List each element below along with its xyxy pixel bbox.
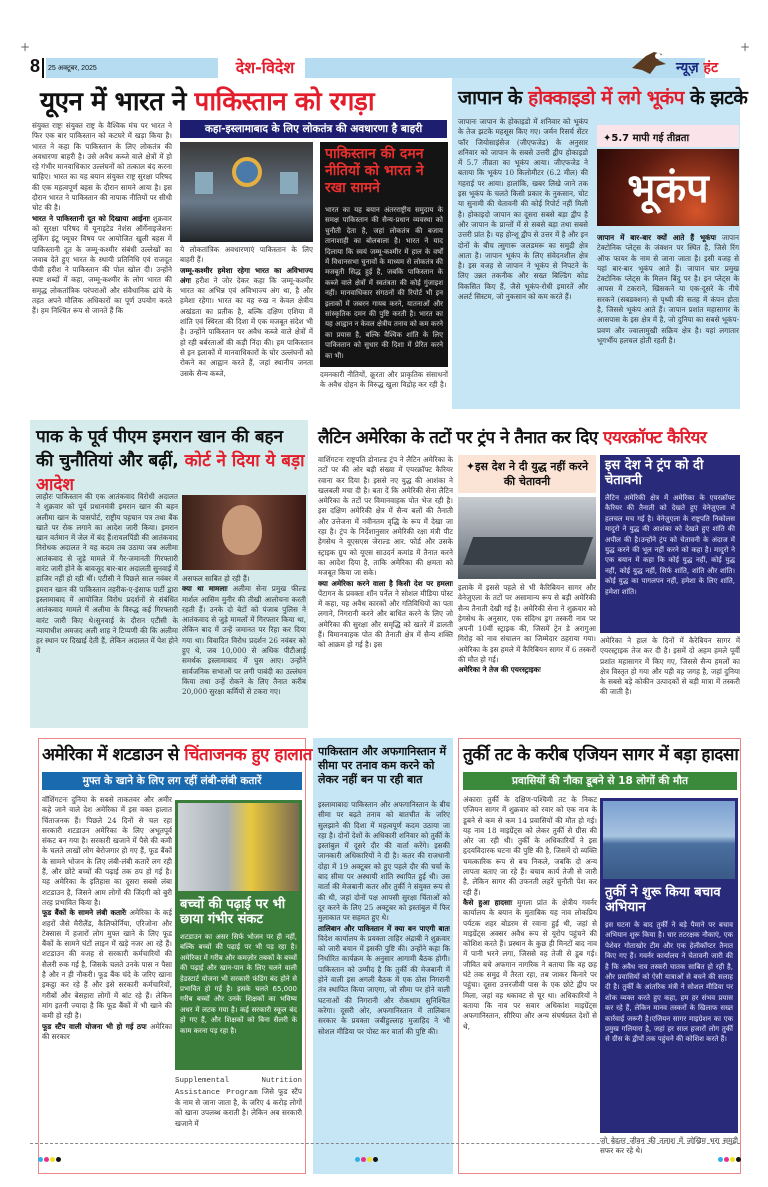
sidebar-box (320, 142, 448, 367)
divider (42, 58, 44, 78)
logo-text-accent: हंट (703, 60, 719, 76)
article-column: लाहौरः पाकिस्तान की एक आतंकवाद विरोधी अदालत ने शुक्रवार को पूर्व प्रधानमंत्री इमरान खान की बहन अलीमा खान के पासपोर्ट, राष्ट्रीय पहचान पत्र तथा बैंक खाते पर रोक लगाने का आदेश जारी किया। इमरान खान वर्तमान में जेल में बंद हैं।रावलपिंडी की आतंकवाद निरोधक अदालत ने यह कदम तब उठाया जब अलीमा आतंकवाद से जुड़े मामले में गैर-जमानती गिरफ्तारी वारंट जारी होने के बावजूद बार-बार अदालती सुनवाई में हाजिर नहीं हो रही थीं। एटीसी ने पिछले साल नवंबर में इमरान खान की पाकिस्तान तहरीक-ए-इंसाफ पार्टी द्वारा इस्लामाबाद में आयोजित विरोध प्रदर्शनों से संबंधित आतंकवाद मामले में अलीमा के विरुद्ध कई गिरफ्तारी वारंट जारी किए थे।सुनवाई के दौरान एटीसी के न्यायाधीश अमजद अली शाह ने टिप्पणी की कि अलीमा हर स्थान पर दिखाई देती हैं, लेकिन अदालत में पेश होने में (36, 492, 178, 656)
article-column: ये लोकतांत्रिक अवधारणाएं पाकिस्तान के लिए बाहरी हैं। जम्मू-कश्मीर हमेशा रहेगा भारत का अविभाज्य अंगः हरीश ने जोर देकर कहा कि जम्मू-कश्मीर भारत का अभिन्न एवं अविभाज्य अंग था, है और हमेशा रहेगा। भारत का यह रुख न केवल क्षेत्रीय अखंडता का प्रतीक है, बल्कि दक्षिण एशिया में शांति एवं स्थिरता की दिशा में एक मजबूत संदेश भी है। उन्होंने पाकिस्तान पर अवैध कब्जे वाले क्षेत्रों में हो रही बर्बरताओं की कड़ी निंदा की। हम पाकिस्तान से इन इलाकों में मानवाधिकारों के घोर उल्लंघनों को रोकने का आह्वान करते हैं, जहां स्थानीय जनता उसके सैन्य कब्जे, (180, 245, 313, 378)
color-registration-dots (718, 1147, 742, 1166)
coast-guard-photo (603, 801, 735, 879)
article-column: असफल साबित हो रही हैं। क्या था मामलाः अलीमा सेना प्रमुख फील्ड मार्शल आसिम मुनीर की तीखी आलोचना करती रहती हैं। उनके दो बेटों को पंजाब पुलिस ने आतंकवाद से जुड़े मामलों में गिरफ्तार किया था, लेकिन बाद में उन्हें जमानत पर रिहा कर दिया गया था। विवादित विरोध प्रदर्शन 26 नवंबर को हुए थे, जब 10,000 से अधिक पीटीआई समर्थक इस्लामाबाद में घुस आए। उन्होंने सार्वजनिक सभाओं पर लगी पाबंदी का उल्लंघन किया तथा उन्हें रोकने के लिए तैनात करीब 20,000 सुरक्षा कर्मियों से टकरा गए। (182, 574, 306, 697)
article-column: इस्लामाबादः पाकिस्तान और अफगानिस्तान के बीच सीमा पर बढ़ते तनाव को बातचीत के जरिए सुलझाने की दिशा में महत्वपूर्ण कदम उठाया जा रहा है। दोनों देशों के अधिकारी शनिवार को तुर्की के इस्तांबुल में दूसरे दौर की वार्ता करेंगे। इसकी जानकारी अधिकारियों ने दी है। कतर की राजधानी दोहा में 19 अक्टूबर को हुए पहले दौर की चर्चा के बाद सीमा पर अस्थायी शांति स्थापित हुई थी। उस वार्ता की मेजबानी कतर और तुर्की ने संयुक्त रूप से की थी, जहां दोनों पक्ष आपसी सुरक्षा चिंताओं को दूर करने के लिए 25 अक्टूबर को इस्तांबुल में फिर मुलाकात पर सहमत हुए थे। तालिबान और पाकिस्तान में क्या बन पाएगी बातः विदेश कार्यालय के प्रवक्ता ताहिर अंद्राबी ने शुक्रवार को जारी बयान में इसकी पुष्टि की। उन्होंने कहा कि निर्धारित कार्यक्रम के अनुसार आगामी बैठक होगी। पाकिस्तान को उम्मीद है कि तुर्की की मेजबानी में होने वाली इस अगली बैठक में एक ठोस निगरानी तंत्र स्थापित किया जाएगा, जो सीमा पर होने वाली घटनाओं की निगरानी और रोकथाम सुनिश्चित करेगा। दूसरी ओर, अफगानिस्तान में तालिबान सरकार के प्रवक्ता जबीहुल्लाह मुजाहिद ने भी सोशल मीडिया पर पोस्ट कर वार्ता की पुष्टि की। (318, 800, 450, 1036)
section-title: देश-विदेश (235, 58, 295, 77)
box-text: भारत का यह बयान अंतरराष्ट्रीय समुदाय के समक्ष पाकिस्तान की सैन्य-प्रधान व्यवस्था को चुनौती देता है, जहां लोकतंत्र की बजाय तानाशाही का बोलबाला है। भारत ने याद दिलाया कि स्वयं जम्मू-कश्मीर में हाल के वर्षों में विधानसभा चुनावों के माध्यम से लोकतंत्र की मजबूती सिद्ध हुई है, जबकि पाकिस्तान के कब्जे वाले क्षेत्रों में स्वतंत्रता की कोई गुंजाइश नहीं। मानवाधिकार संगठनों की रिपोर्ट भी इन इलाकों में जबरन गायब करने, यातनाओं और सांस्कृतिक दमन की पुष्टि करती है। भारत का यह आह्वान न केवल क्षेत्रीय तनाव को कम करने का प्रयास है, बल्कि वैश्विक शांति के लिए पाकिस्तान को सुधार की दिशा में प्रेरित करने का भी। (325, 206, 443, 360)
headline-latin-america-carriers: लैटिन अमेरिका के तटों पर ट्रंप ने तैनात कर दिए एयरक्रॉफ्ट कैरियर (318, 428, 707, 448)
headline-pak-afghan-border: पाकिस्तान और अफगानिस्तान में सीमा पर तनाव कम करने को लेकर नहीं बन पा रही बात (318, 745, 447, 786)
subheadline: प्रवासियों की नौका डूबने से 18 लोगों की मौत (463, 772, 737, 790)
article-column: दमनकारी नीतियों, क्रूरता और प्राकृतिक संसाधनों के अवैध दोहन के विरुद्ध खुला विद्रोह कर रही है। (320, 370, 448, 390)
color-registration-dots (355, 1147, 379, 1166)
article-column: संयुक्त राष्ट्रः संयुक्त राष्ट्र के वैश्विक मंच पर भारत ने फिर एक बार पाकिस्तान को कटघरे में खड़ा किया है। भारत ने कहा कि पाकिस्तान के लिए लोकतंत्र की अवधारणा बाहरी है। उसे अवैध कब्जे वाले क्षेत्रों में हो रहे गंभीर मानवाधिकार उल्लंघनों को तत्काल बंद करना चाहिए। भारत का यह बयान संयुक्त राष्ट्र सुरक्षा परिषद की एक महत्वपूर्ण बहस के दौरान सामने आया है। इस दौरान भारत ने पाकिस्तान की नापाक नीतियों पर सीधी चोट की है। भारत ने पाकिस्तानी दूत को दिखाया आईनाः शुक्रवार को सुरक्षा परिषद में यूनाइटेड नेशंस ऑर्गेनाइजेशनः लुकिंग इंटू फ्यूचर विषय पर आयोजित खुली बहस में पाकिस्तानी दूत के जम्मू-कश्मीर संबंधी उल्लेखों का जवाब देते हुए भारत के स्थायी प्रतिनिधि एवं राजदूत पीवी हरीश ने पाकिस्तान की पोल खोल दी। उन्होंने स्पष्ट शब्दों में कहा, जम्मू-कश्मीर के लोग भारत की समृद्ध लोकतांत्रिक परंपराओं और संवैधानिक ढांचे के तहत अपने मौलिक अधिकारों का पूर्ण उपयोग करते हैं। हम निश्चित रूप से जानते हैं कि (32, 121, 172, 316)
subheadline: कहा-इस्लामाबाद के लिए लोकतंत्र की अवधारणा है बाहरी (180, 120, 447, 138)
headline-us-shutdown: अमेरिका में शटडाउन से चिंताजनक हुए हालात (42, 745, 312, 765)
sidebar-box (600, 455, 740, 633)
newspaper-logo (628, 48, 743, 80)
un-assembly-photo (180, 142, 313, 242)
article-column: जापानः जापान के होकाइडो में शनिवार को भूकंप के तेज झटके महसूस किए गए। जर्मन रिसर्च सेंटर फॉर जियोसाइंसेज (जीएफजेड) के अनुसार शनिवार को जापान के सबसे उत्तरी द्वीप होकाइडो में 5.7 तीव्रता का भूकंप आया। जीएफजेड ने बताया कि भूकंप 10 किलोमीटर (6.2 मील) की गहराई पर आया। हालांकि, खबर लिखे जाने तक इस भूकंप के चलते किसी प्रकार के नुकसान, चोट या सुनामी की चेतावनी की कोई रिपोर्ट नहीं मिली है। होकाइदो जापान का दूसरा सबसे बड़ा द्वीप है और जापान के प्रान्तों में से सबसे बड़ा तथा सबसे उत्तरी प्रांत है। यह होन्शू द्वीप से उत्तर में है और इन दोनों के बीच त्सुगारू जलडमरू का समुद्री क्षेत्र आता है। जापान भूकंप के लिए संवेदनशील क्षेत्र है। इस वजह से जापान ने भूकंप से निपटने के लिए उन्नत तकनीक और सख्त बिल्डिंग कोड विकसित किए हैं, जैसे भूकंप-रोधी इमारतें और अलर्ट सिस्टम, जो नुकसान को कम करते हैं। (458, 117, 588, 302)
warning-label: ✦इस देश ने दी युद्ध नहीं करने की चेतावनी (458, 455, 596, 493)
article-column: Supplemental Nutrition Assistance Program जिसे फूड स्टैंप के नाम से जाना जाता है, के जरिए 4 करोड़ लोगों को खाना उपलब्ध कराती है। लेकिन अब सरकारी खजाने में (175, 1077, 302, 1128)
trump-food-bank-photo (178, 803, 299, 891)
imran-khan-photo (182, 495, 306, 570)
box-title: इस देश ने ट्रंप को दी चेतावनी (605, 458, 704, 488)
registration-mark: + (740, 40, 751, 54)
headline-un-india: यूएन में भारत ने पाकिस्तान को रगड़ा (40, 87, 375, 117)
registration-mark: + (20, 40, 31, 54)
eagle-icon (628, 48, 674, 78)
article-column: जापान में बार-बार क्यों आते हैं भूकंपः जापान टेक्टोनिक प्लेट्स के जंक्शन पर स्थित है, जिसे रिंग ऑफ फायर के नाम से जाना जाता है। इसी वजह से यहां बार-बार भूकंप आते हैं। जापान चार प्रमुख टेक्टोनिक प्लेट्स के मिलन बिंदु पर है। इन प्लेट्स के आपस में टकराने, खिसकने या एक-दूसरे के नीचे सरकने (सबडक्शन) से पृथ्वी की सतह में कंपन होता है, जिससे भूकंप आते हैं। जापान प्रशांत महासागर के आसपास के इस क्षेत्र में है, जो दुनिया का सबसे भूकंप-प्रवण और ज्वालामुखी सक्रिय क्षेत्र है। यहां लगातार भूगर्भीय हलचल होती रहती है। (597, 233, 739, 345)
article-column: अमेरिका ने हाल के दिनों में कैरेबियन सागर में एयरस्ट्राइक तेज कर दी है। इसमें दो अहम हमले पूर्वी प्रशांत महासागर में किए गए, जिससे सैन्य हमलों का क्षेत्र विस्तृत हो गया और यही वह जगह है, जहां दुनिया के सबसे बड़े कोकीन उत्पादकों से बड़ी मात्रा में तस्करी की जाती है। (600, 636, 740, 697)
trim-line (30, 1143, 740, 1144)
sidebar-box (600, 798, 738, 1133)
box-title: पाकिस्तान की दमन नीतियों को भारत ने रखा सामने (325, 146, 424, 196)
box-text: लैटिन अमेरिकी क्षेत्र में अमेरिका के एयरक्रॉफ्ट कैरियर की तैनाती को देखते हुए वेनेज़ुएला में हलचल मच गई है। वेनेज़ुएला के राष्ट्रपति निकोलस मादुरो ने युद्ध की आशंका को देखते हुए शांति की अपील की है।उन्होंने ट्रंप को चेतावनी के अंदाज में युद्ध करने की भूल नहीं करने को कहा है। मादुरो ने एक बयान में कहा कि कोई युद्ध नहीं, कोई युद्ध नहीं, कोई युद्ध नहीं, सिर्फ शांति, शांति और शांति। कोई युद्ध का पागलपन नहीं, हमेशा के लिए शांति, हमेशा शांति। (605, 494, 735, 596)
magnitude-label: ✦5.7 मापी गई तीव्रता (597, 125, 739, 147)
headline-turkey-aegean: तुर्की तट के करीब एजियन सागर में बड़ा हादसा (463, 745, 739, 765)
box-text: इस घटना के बाद तुर्की ने बड़े पैमाने पर बचाव अभियान शुरू किया है। चार तटरक्षक नौकाएं, एक पेशेवर गोताखोर टीम और एक हेलीकॉप्टर तैनात किए गए हैं। गवर्नर कार्यालय ने चेतावनी जारी की है कि अवैध नाव तस्करी घातक साबित हो रही है, और प्रवासियों को ऐसी यात्राओं से बचने की सलाह दी है। तुर्की के आंतरिक मंत्री ने सोशल मीडिया पर शोक व्यक्त करते हुए कहा, हम हर संभव प्रयास कर रहे हैं, लेकिन मानव तस्करों के खिलाफ सख्त कार्रवाई जरूरी है।एजियन सागर माइग्रेशन का एक प्रमुख गलियारा है, जहां हर साल हजारों लोग तुर्की से ग्रीस के द्वीपों तक पहुंचने की कोशिश करते हैं। (605, 921, 733, 1044)
article-column: इलाके में इससे पहले से भी कैरिबियन सागर और वेनेज़ुएला के तटों पर असामान्य रूप से बड़ी अमेरिकी सैन्य तैनाती देखी गई है। अमेरिकी सेना ने शुक्रवार को हेगसेथ के अनुसार, एक संदिग्ध ड्रग तस्करी नाव पर अपनी 10वीं स्ट्राइक की, जिसमें ट्रेन डे अरागुआ गिरोह को नाव संचालन का जिम्मेदार ठहराया गया। अमेरिका के इस हमले में कैरिबियन सागर में 6 तस्करों की मौत हो गई। अमेरिका ने तेज की एयरस्ट्राइकः (458, 583, 596, 675)
star-icon: ✦ (603, 133, 612, 144)
article-column: अंकाराः तुर्की के दक्षिण-पश्चिमी तट के निकट एजियन सागर में शुक्रवार को रवार को एक नाव के डूबने से कम से कम 14 प्रवासियों की मौत हो गई। यह नाव 18 माइग्रेंट्स को लेकर तुर्की से ग्रीस की ओर जा रही थी। तुर्की के अधिकारियों ने इस हृदयविदारक घटना की पुष्टि की है, जिसमें दो व्यक्ति चमत्कारिक रूप से बच निकले, जबकि दो अन्य लापता बताए जा रहे हैं। बचाव कार्य तेजी से जारी है, लेकिन सागर की उफनती लहरें चुनौती पेश कर रही हैं। कैसे हुआ हादसाः मुगला प्रांत के क्षेत्रीय गवर्नर कार्यालय के बयान के मुताबिक यह नाव लोकप्रिय पर्यटक शहर बोडरम से रवाना हुई थी, जहां से माइग्रेंट्स अक्सर अवैध रूप से यूरोप पहुंचने की कोशिश करते हैं। प्रस्थान के कुछ ही मिनटों बाद नाव में पानी भरने लगा, जिससे वह तेजी से डूब गई। जीवित बचे अफगान नागरिक ने बताया कि वह छह घंटे तक समुद्र में तैरता रहा, तब जाकर किनारे पर पहुंचा। दूसरा उत्तरजीवी पास के एक छोटे द्वीप पर मिला, जहां वह थकावट से चूर था। अधिकारियों ने बताया कि नाव पर सवार अधिकांश माइग्रेंट्स अफगानिस्तान, सीरिया और अन्य संघर्षग्रस्त देशों से थे, (463, 795, 597, 1031)
sidebar-box (175, 800, 302, 1070)
article-column: जो बेहतर जीवन की तलाश में जोखिम भरा समुद्री सफर कर रहे थे। (600, 1136, 738, 1156)
box-text: शटडाउन का असर सिर्फ भोजन पर ही नहीं, बल्कि बच्चों की पढ़ाई पर भी पड़ रहा है। अमेरिका में गरीब और कमज़ोर तबकों के बच्चों की पढ़ाई और खान-पान के लिए चलने वाली हेडस्टार्ट योजना भी सरकारी फंडिंग बंद होने से प्रभावित हो गई है। इसके चलते 65,000 गरीब बच्चों और उनके शिक्षकों का भविष्य अधर में लटक गया है। कई सरकारी स्कूल बंद हो गए हैं, और शिक्षकों को बिना सैलरी के काम करना पड़ रहा है। (180, 933, 297, 1035)
box-title: तुर्की ने शुरू किया बचाव अभियान (605, 885, 721, 915)
earthquake-graphic: भूकंप (597, 149, 739, 226)
color-registration-dots (38, 1147, 62, 1166)
star-icon: ✦ (465, 460, 476, 473)
article-column: वाशिंगटनः राष्ट्रपति डोनाल्ड ट्रंप ने लैटिन अमेरिका के तटों पर की ओर बड़ी संख्या में एयरक्रॉफ्ट कैरियर रवाना कर दिया है। इससे नए युद्ध की आशंका ने खलबली मचा दी है। बता दें कि अमेरिकी सेना लैटिन अमेरिका के तटों पर विमानवाहक पोत भेज रही है। इस दक्षिण अमेरिकी क्षेत्र में सैन्य बलों की तैनाती और उत्तेजना में नवीनतम वृद्धि के रूप में देखा जा रहा है। ट्रंप के निर्देशानुसार अमेरिकी रक्षा मंत्री पीट हेगसेथ ने यूएसएस जेराल्ड आर. फोर्ड और उसके स्ट्राइक ग्रुप को यूएस साउदर्न कमांड में तैनात करने का आदेश दिया है, ताकि अमेरिका की क्षमता को मजबूत किया जा सके। क्या अमेरिका करने वाला है किसी देश पर हमलाः पेंटागन के प्रवक्ता शॉन पर्नेल ने सोशल मीडिया पोस्ट में कहा, यह अवैध कारकों और गतिविधियों का पता लगाने, निगरानी करने और बाधित करने के लिए जो अमेरिका की सुरक्षा और समृद्धि को खतरे में डालती हैं। विमानवाहक पोत की तैनाती क्षेत्र में सैन्य शक्ति को आक्रम हो गई है। इस (318, 455, 453, 650)
box-title: बच्चों की पढ़ाई पर भी छाया गंभीर संकट (180, 897, 286, 927)
page-number: 8 (30, 56, 41, 76)
date-bar: 25 अक्टूबर, 2025 (46, 58, 218, 78)
headline-japan-quake: जापान के होक्काइडो में लगे भूकंप के झटके (458, 87, 748, 109)
aircraft-carrier-photo (458, 497, 596, 579)
subheadline: मुफ्त के खाने के लिए लग रहीं लंबी-लंबी कतारें (42, 772, 302, 790)
article-column: वॉशिंगटनः दुनिया के सबसे ताकतवर और अमीर कहे जाने वाले देश अमेरिका में इस वक्त हालात चिंताजनक हैं। पिछले 24 दिनों से चल रहा सरकारी शटडाउन अमेरिका के लिए अभूतपूर्व संकट बन गया है। सरकारी खजाने में पैसे की कमी के चलते लाखों लोग बेरोजगार हो गए हैं, फूड बैंकों के सामने भोजन के लिए लंबी-लंबी कतारें लग रही हैं, और छोटे बच्चों की पढ़ाई तक ठप हो गई है। यह अमेरिका के इतिहास का दूसरा सबसे लंबा शटडाउन है, जिसने आम लोगों की जिंदगी को बुरी तरह प्रभावित किया है। फूड बैंकों के सामने लंबी कतारेंः अमेरिका के कई शहरों जैसे मैरीलैंड, कैलिफोर्निया, एरिजोना और टेक्सास में हजारों लोग मुफ्त खाने के लिए फूड बैंकों के सामने घंटों लाइन में खड़े नजर आ रहे हैं। शटडाउन की वजह से सरकारी कर्मचारियों की सैलरी रुक गई है, जिसके चलते उनके पास न पैसा है और न ही नौकरी। फूड बैंक चंदे के जरिए खाना इकट्ठा कर रहे हैं और इसे सरकारी कर्मचारियों, गरीबों और बेसहारा लोगों में बांट रहे हैं। लेकिन मांग इतनी ज्यादा है कि फूड बैंकों में भी खाने की कमी हो रही है। फूड स्टैंप वाली योजना भी हो गई ठपः अमेरिका की सरकार (42, 795, 172, 1041)
logo-text: न्यूज़ (676, 60, 699, 76)
headline-imran-sister: पाक के पूर्व पीएम इमरान खान की बहन की चुनौतियां और बढ़ीं, कोर्ट ने दिया ये बड़ा आदेश (36, 427, 305, 495)
